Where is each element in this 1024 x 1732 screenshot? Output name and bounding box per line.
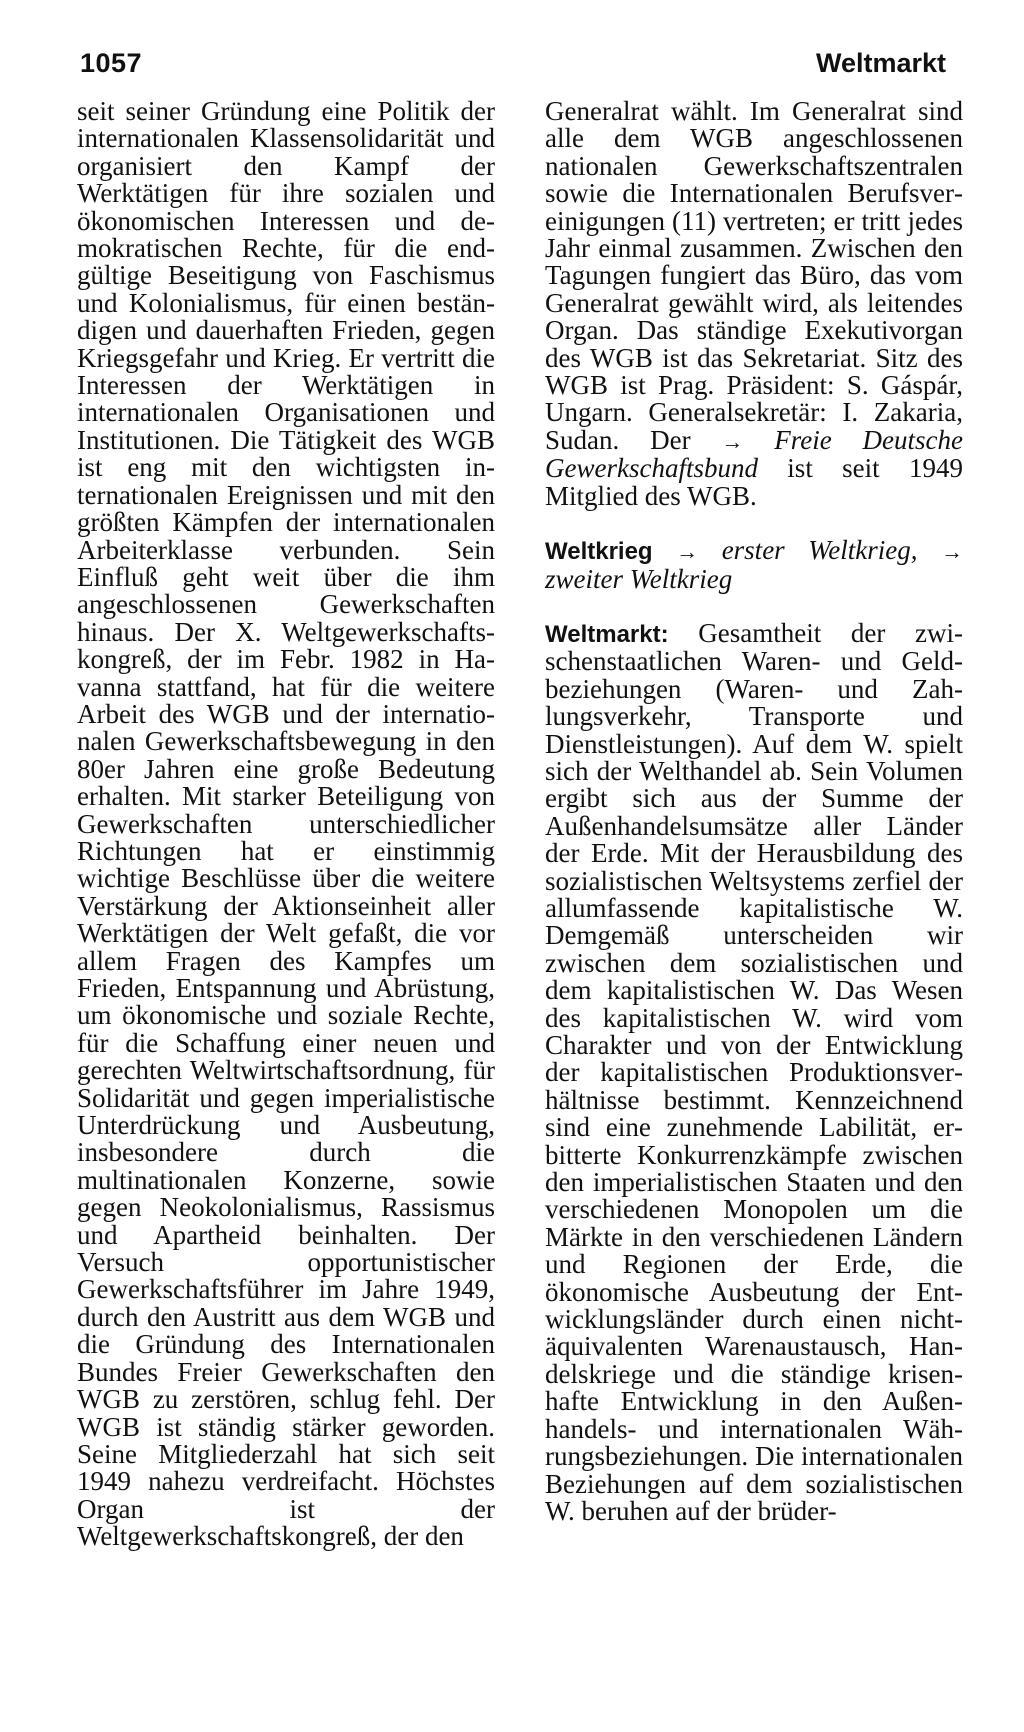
- cross-reference-link[interactable]: Freie Deutsche Gewerkschaftsbund: [545, 424, 964, 484]
- weltmarkt-headword: Weltmarkt:: [545, 620, 669, 648]
- left-column: [77, 98, 495, 1551]
- cross-reference-link[interactable]: zweiter Weltkrieg: [545, 563, 733, 594]
- entry-spacer: [545, 510, 963, 537]
- weltmarkt-entry: [545, 617, 963, 1526]
- page-number: 1057: [80, 48, 143, 78]
- continuation-paragraph: [545, 98, 963, 510]
- weltkrieg-entry: [545, 537, 963, 593]
- left-column-text: seit seiner Gründung eine Politik der internationalen Klassensolidarität und organisiert den Kampf der Werktätigen für ihre sozialen und ökonomischen Interessen und demokratischen Rechte, für die endgültige Beseitigung von Faschismus und Kolonialismus, für einen beständigen und dauerhaften Frieden, gegen Kriegsgefahr und Krieg. Er vertritt die Interessen der Werktätigen in internationalen Organisationen und Institutionen. Die Tätigkeit des WGB ist eng mit den wichtigsten internationalen Ereignissen und mit den größten Kämpfen der internationalen Arbeiterklasse verbunden. Sein Einfluß geht weit über die ihm angeschlossenen Gewerkschaften hinaus. Der X. Weltgewerkschaftskongreß, der im Febr. 1982 in Havanna stattfand, hat für die weitere Arbeit des WGB und der internationalen Gewerkschaftsbewegung in den 80er Jahren eine große Bedeutung erhalten. Mit starker Beteiligung von Gewerkschaften unterschiedlicher Richtungen hat er einstimmig wichtige Beschlüsse über die weitere Verstärkung der Aktionseinheit aller Werktätigen der Welt gefaßt, die vor allem Fragen des Kampfes um Frieden, Entspannung und Abrüstung, um ökonomische und soziale Rechte, für die Schaffung einer neuen und gerechten Weltwirtschaftsordnung, für Solidarität und gegen imperialistische Unterdrückung und Ausbeutung, insbesondere durch die multinationalen Konzerne, sowie gegen Neokolonialismus, Rassismus und Apartheid beinhalten. Der Versuch opportunistischer Gewerkschaftsführer im Jahre 1949, durch den Austritt aus dem WGB und die Gründung des Internationalen Bundes Freier Gewerkschaften den WGB zu zerstören, schlug fehl. Der WGB ist ständig stärker geworden. Seine Mitgliederzahl hat sich seit 1949 nahezu verdreifacht. Höchstes Organ ist der Weltgewerkschaftskongreß, der den: [77, 96, 495, 1552]
- running-head: Weltmarkt: [815, 48, 946, 78]
- continuation-text: Generalrat wählt. Im Generalrat sind alle dem WGB angeschlossenen nationalen Gewerkschaftszentralen sowie die Internationalen Berufsvereinigungen (11) vertreten; er tritt jedes Jahr einmal zusammen. Zwischen den Tagungen fungiert das Büro, das vom Generalrat gewählt wird, als leitendes Organ. Das ständige Exekutivorgan des WGB ist das Sekretariat. Sitz des WGB ist Prag. Präsident: S. Gáspár, Ungarn. Generalsekretär: I. Zakaria, Sudan. Der: [545, 96, 963, 455]
- right-column: [545, 98, 963, 1525]
- weltkrieg-headword: Weltkrieg: [545, 538, 653, 566]
- weltmarkt-text: Gesamtheit der zwischenstaatlichen Waren- und Geldbeziehungen (Waren- und Zahlungsverkehr, Transporte und Dienstleistungen). Auf dem W. spielt sich der Welthandel ab. Sein Volumen ergibt sich aus der Summe der Außenhandelsumsätze aller Länder der Erde. Mit der Herausbildung des sozialistischen Weltsystems zerfiel der allumfassende kapitalistische W. Demgemäß unterscheiden wir zwischen dem sozialistischen und dem kapitalistischen W. Das Wesen des kapitalistischen W. wird vom Charakter und von der Entwicklung der kapitalistischen Produktionsverhältnisse bestimmt. Kennzeichnend sind eine zunehmende Labilität, erbitterte Konkurrenzkämpfe zwischen den imperialistischen Staaten und den verschiedenen Monopolen um die Märkte in den verschiedenen Ländern und Regionen der Erde, die ökonomische Ausbeutung der Entwicklungsländer durch einen nichtäquivalenten Warenaustausch, Handelskriege und die ständige krisenhafte Entwicklung in den Außenhandels- und internationalen Währungsbeziehungen. Die internationalen Beziehungen auf dem sozialistischen W. beruhen auf der brüder-: [545, 617, 963, 1526]
- continuation-tail: ist seit 1949 Mitglied des WGB.: [545, 453, 963, 511]
- cross-reference-arrow-icon: →: [721, 428, 744, 454]
- cross-reference-arrow-icon: →: [941, 539, 963, 565]
- entry-spacer: [545, 593, 963, 620]
- cross-reference-link[interactable]: erster Weltkrieg,: [721, 535, 918, 566]
- cross-reference-arrow-icon: →: [676, 539, 699, 565]
